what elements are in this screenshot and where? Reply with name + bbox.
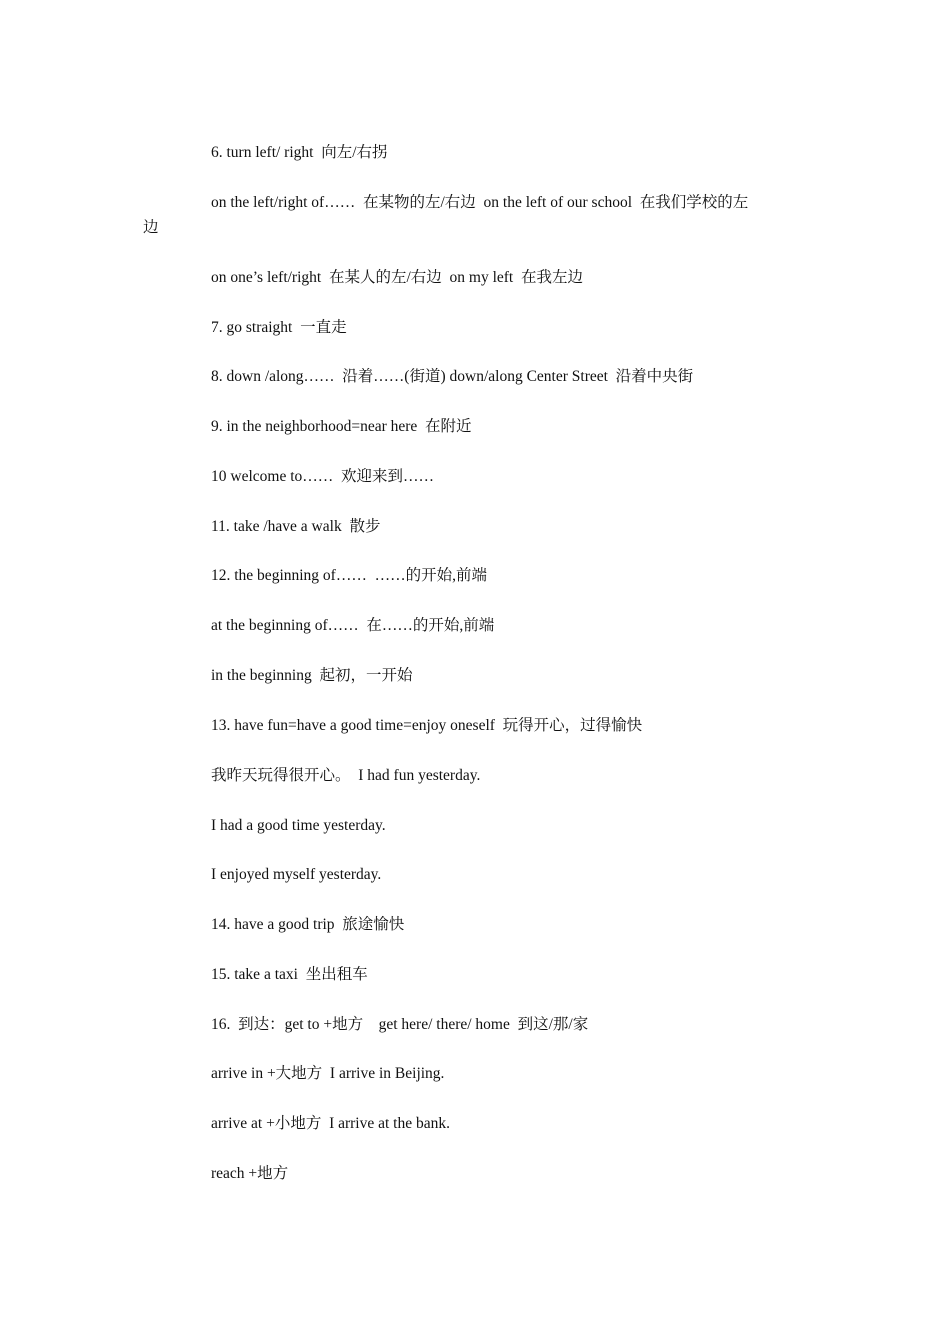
text-line: I enjoyed myself yesterday. xyxy=(211,866,382,883)
text-line: 8. down /along…… 沿着……(街道) down/along Center Street 沿着中央街 xyxy=(211,368,694,385)
text-line: 14. have a good trip 旅途愉快 xyxy=(211,916,405,933)
text-line: on one’s left/right 在某人的左/右边 on my left 在我左边 xyxy=(211,269,583,286)
text-line: in the beginning 起初，一开始 xyxy=(211,667,413,684)
text-line: 10 welcome to…… 欢迎来到…… xyxy=(211,468,435,485)
text-line: 9. in the neighborhood=near here 在附近 xyxy=(211,418,472,435)
text-line: I had a good time yesterday. xyxy=(211,817,386,834)
text-line: 12. the beginning of…… ……的开始,前端 xyxy=(211,567,487,584)
text-line: 7. go straight 一直走 xyxy=(211,319,347,336)
text-line: 6. turn left/ right 向左/右拐 xyxy=(211,144,388,161)
text-line: arrive at +小地方 I arrive at the bank. xyxy=(211,1115,450,1132)
text-line: 我昨天玩得很开心。 I had fun yesterday. xyxy=(211,767,481,784)
text-line: 16. 到达：get to +地方 get here/ there/ home 到这/那/家 xyxy=(211,1016,589,1033)
text-line: 15. take a taxi 坐出租车 xyxy=(211,966,368,983)
text-line: on the left/right of…… 在某物的左/右边 on the left of our school 在我们学校的左 xyxy=(211,194,749,211)
text-line: reach +地方 xyxy=(211,1165,289,1182)
text-line: 13. have fun=have a good time=enjoy oneself 玩得开心，过得愉快 xyxy=(211,717,643,734)
text-line: at the beginning of…… 在……的开始,前端 xyxy=(211,617,495,634)
text-line-continuation: 边 xyxy=(143,219,159,236)
text-line: 11. take /have a walk 散步 xyxy=(211,518,381,535)
text-line: arrive in +大地方 I arrive in Beijing. xyxy=(211,1065,445,1082)
